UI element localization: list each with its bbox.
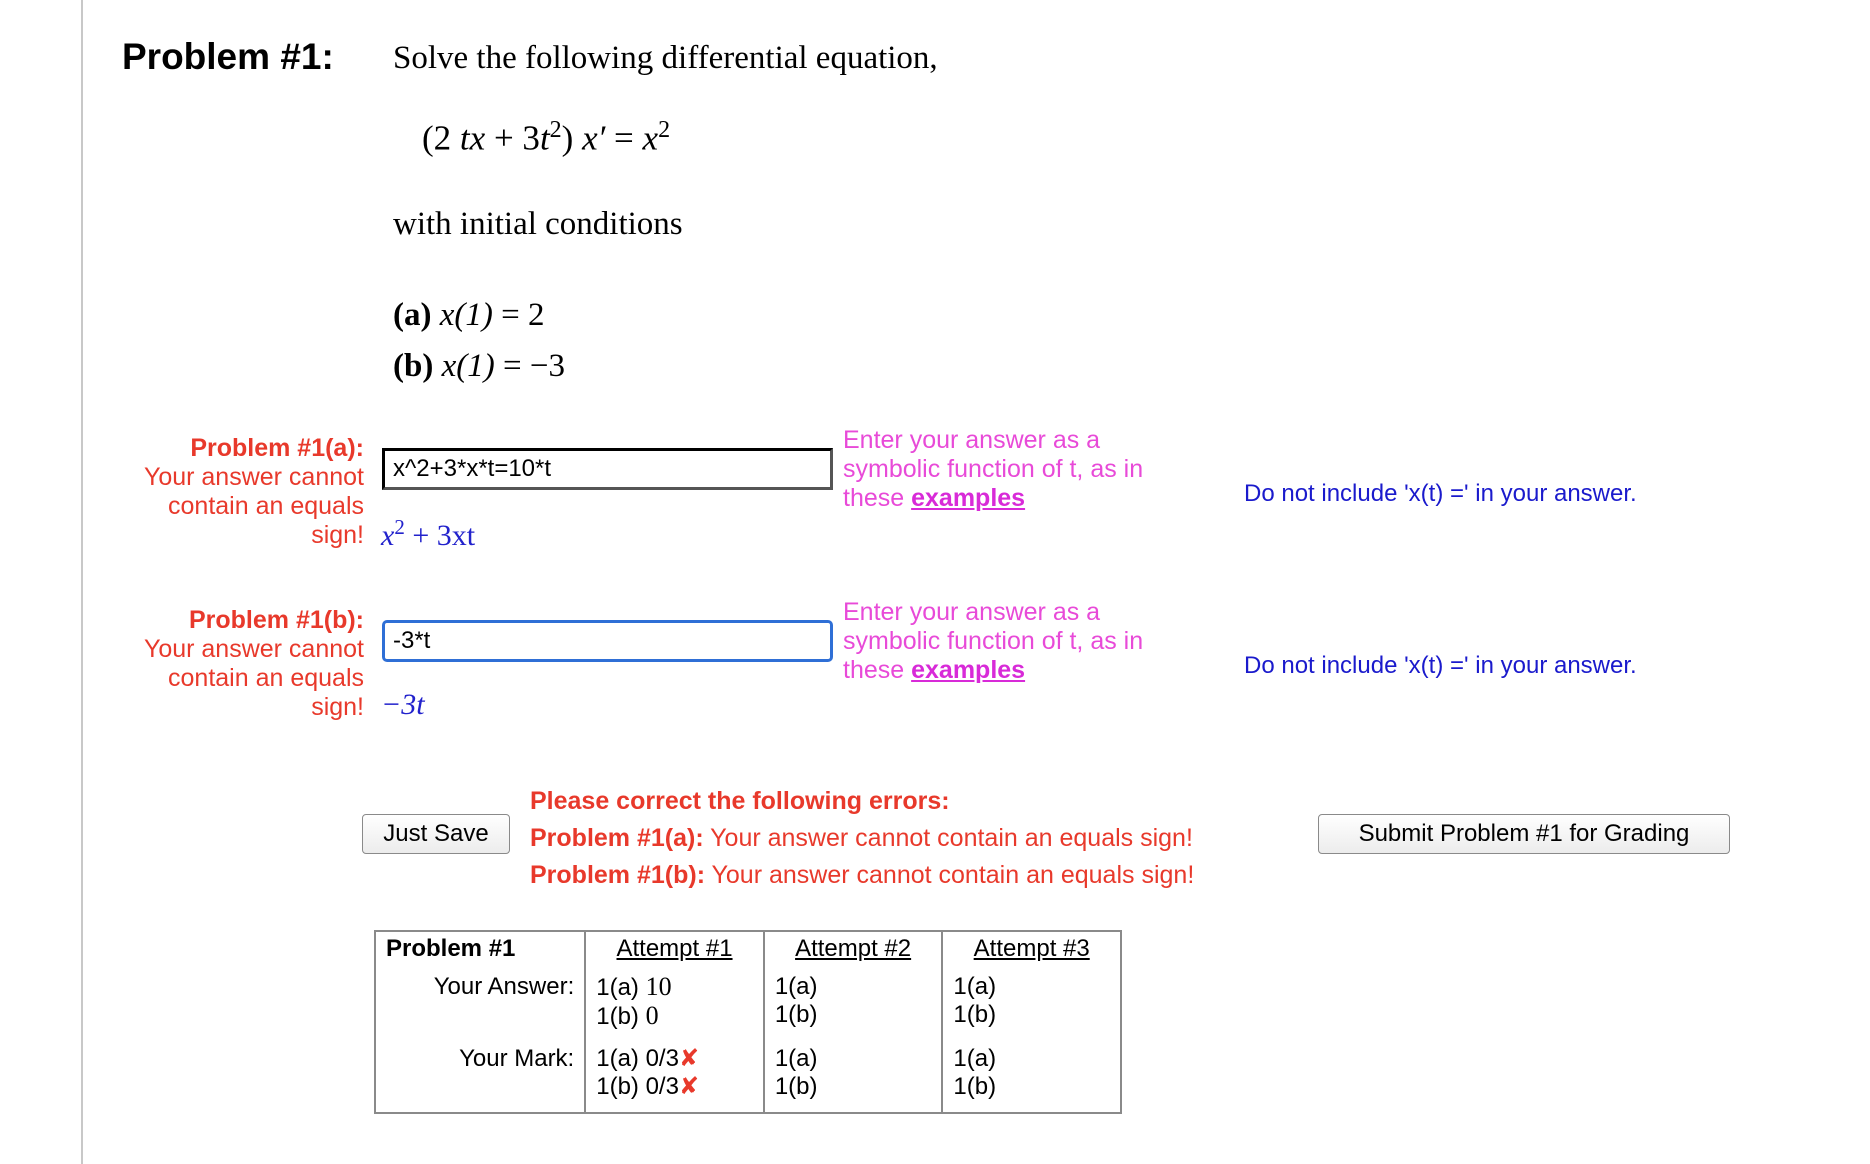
your-answer-label: Your Answer: xyxy=(375,970,585,1042)
part-b-preview: −3t xyxy=(381,688,425,721)
attempt-1-link[interactable]: Attempt #1 xyxy=(616,935,733,962)
part-a-hint: Enter your answer as a symbolic function of t, as in these examples xyxy=(843,426,1144,512)
part-b-examples-link[interactable]: examples xyxy=(911,656,1026,684)
wrong-mark-icon: ✘ xyxy=(678,1045,700,1073)
submit-for-grading-button[interactable]: Submit Problem #1 for Grading xyxy=(1318,814,1730,854)
error-summary-heading: Please correct the following errors: xyxy=(530,787,950,815)
attempt-2-link[interactable]: Attempt #2 xyxy=(795,935,912,962)
attempt-3-link[interactable]: Attempt #3 xyxy=(973,935,1090,962)
initial-condition-b: (b) x(1) = −3 xyxy=(393,348,565,384)
initial-condition-a: (a) x(1) = 2 xyxy=(393,297,545,333)
left-border-line xyxy=(81,0,83,1164)
part-b-note: Do not include 'x(t) =' in your answer. xyxy=(1244,652,1637,679)
attempt-2-answers: 1(a) 1(b) xyxy=(764,970,943,1042)
part-a-answer-input[interactable] xyxy=(382,448,833,490)
error-item-b: Problem #1(b): Your answer cannot contain an equals sign! xyxy=(530,861,1195,889)
part-a-note: Do not include 'x(t) =' in your answer. xyxy=(1244,480,1637,507)
differential-equation: (2 tx + $3t^2$) $x' = x^2$ xyxy=(422,117,671,158)
attempt-1-header xyxy=(585,931,764,970)
part-b-answer-input[interactable] xyxy=(382,620,833,662)
part-a-preview: $x^2 + 3xt$ xyxy=(381,515,476,552)
problem-title: Problem #1: xyxy=(122,36,334,77)
attempt-1-answers: 1(a) 10 1(b) 0 xyxy=(585,970,764,1042)
table-header-row xyxy=(375,931,1121,970)
table-row xyxy=(375,1042,1121,1113)
problem-intro: Solve the following differential equation, xyxy=(393,40,938,76)
just-save-button[interactable]: Just Save xyxy=(362,814,510,854)
wrong-mark-icon: ✘ xyxy=(678,1073,700,1101)
attempt-2-marks: 1(a) 1(b) xyxy=(764,1042,943,1113)
part-a-examples-link[interactable]: examples xyxy=(911,484,1026,512)
error-summary xyxy=(530,783,1194,894)
attempts-table xyxy=(374,930,1122,1114)
your-mark-label: Your Mark: xyxy=(375,1042,585,1113)
table-problem-header: Problem #1 xyxy=(375,931,585,970)
attempt-3-marks: 1(a) 1(b) xyxy=(942,1042,1121,1113)
error-item-a: Problem #1(a): Your answer cannot contain an equals sign! xyxy=(530,824,1193,852)
attempt-2-header xyxy=(764,931,943,970)
attempt-1-marks: 1(a) 0/3✘ 1(b) 0/3✘ xyxy=(585,1042,764,1113)
part-b-error-label: Problem #1(b): Your answer cannot contain an equals sign! xyxy=(143,606,364,721)
initial-conditions-intro: with initial conditions xyxy=(393,206,683,242)
attempt-3-answers: 1(a) 1(b) xyxy=(942,970,1121,1042)
attempt-3-header xyxy=(942,931,1121,970)
part-a-error-label: Problem #1(a): Your answer cannot contain an equals sign! xyxy=(143,434,364,549)
part-b-hint: Enter your answer as a symbolic function of t, as in these examples xyxy=(843,598,1144,684)
table-row xyxy=(375,970,1121,1042)
